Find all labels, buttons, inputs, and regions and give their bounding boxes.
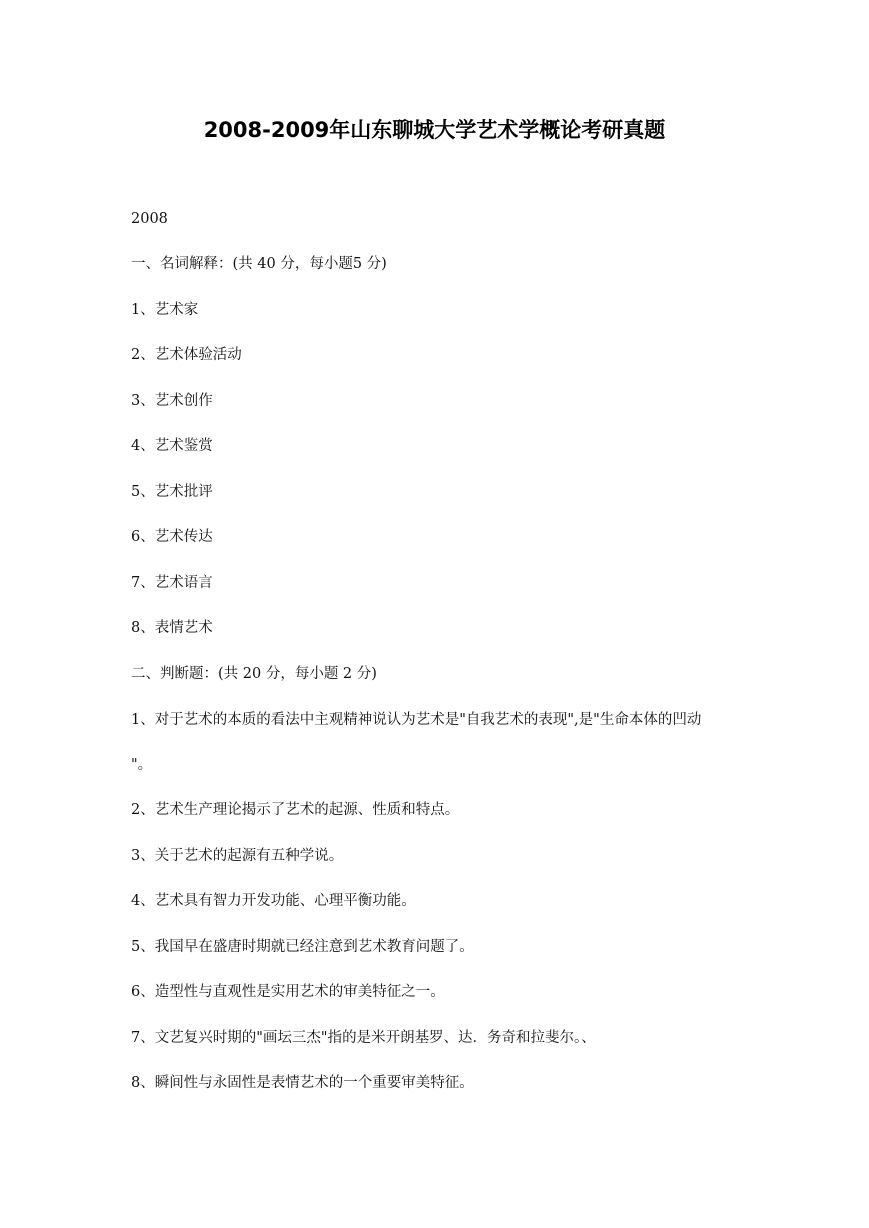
section1-item: 6、艺术传达 xyxy=(131,529,213,545)
section2-heading: 二、判断题：(共 20 分，每小题 2 分) xyxy=(131,666,377,682)
section2-item: 4、艺术具有智力开发功能、心理平衡功能。 xyxy=(131,893,416,909)
year-label: 2008 xyxy=(131,211,168,227)
section2-item: 5、我国早在盛唐时期就已经注意到艺术教育问题了。 xyxy=(131,939,474,955)
section1-item: 4、艺术鉴赏 xyxy=(131,438,213,454)
section2-item: 6、造型性与直观性是实用艺术的审美特征之一。 xyxy=(131,984,445,1000)
section1-item: 1、艺术家 xyxy=(131,302,199,318)
section1-item: 7、艺术语言 xyxy=(131,575,213,591)
section1-item: 5、艺术批评 xyxy=(131,484,213,500)
section2-item: 3、关于艺术的起源有五种学说。 xyxy=(131,848,344,864)
section1-item: 2、艺术体验活动 xyxy=(131,347,242,363)
section1-item: 3、艺术创作 xyxy=(131,393,213,409)
section2-item: 8、瞬间性与永固性是表情艺术的一个重要审美特征。 xyxy=(131,1075,474,1091)
section2-item: 7、文艺复兴时期的"画坛三杰"指的是米开朗基罗、达．务奇和拉斐尔。、 xyxy=(131,1030,596,1046)
section1-item: 8、表情艺术 xyxy=(131,620,213,636)
section2-item: 1、对于艺术的本质的看法中主观精神说认为艺术是"自我艺术的表现",是"生命本体的凹动 xyxy=(131,712,702,728)
section2-item-continuation: "。 xyxy=(131,757,153,773)
document-title: 2008-2009年山东聊城大学艺术学概论考研真题 xyxy=(203,118,666,142)
section2-item: 2、艺术生产理论揭示了艺术的起源、性质和特点。 xyxy=(131,802,460,818)
section1-heading: 一、名词解释：(共 40 分，每小题5 分) xyxy=(131,256,387,272)
